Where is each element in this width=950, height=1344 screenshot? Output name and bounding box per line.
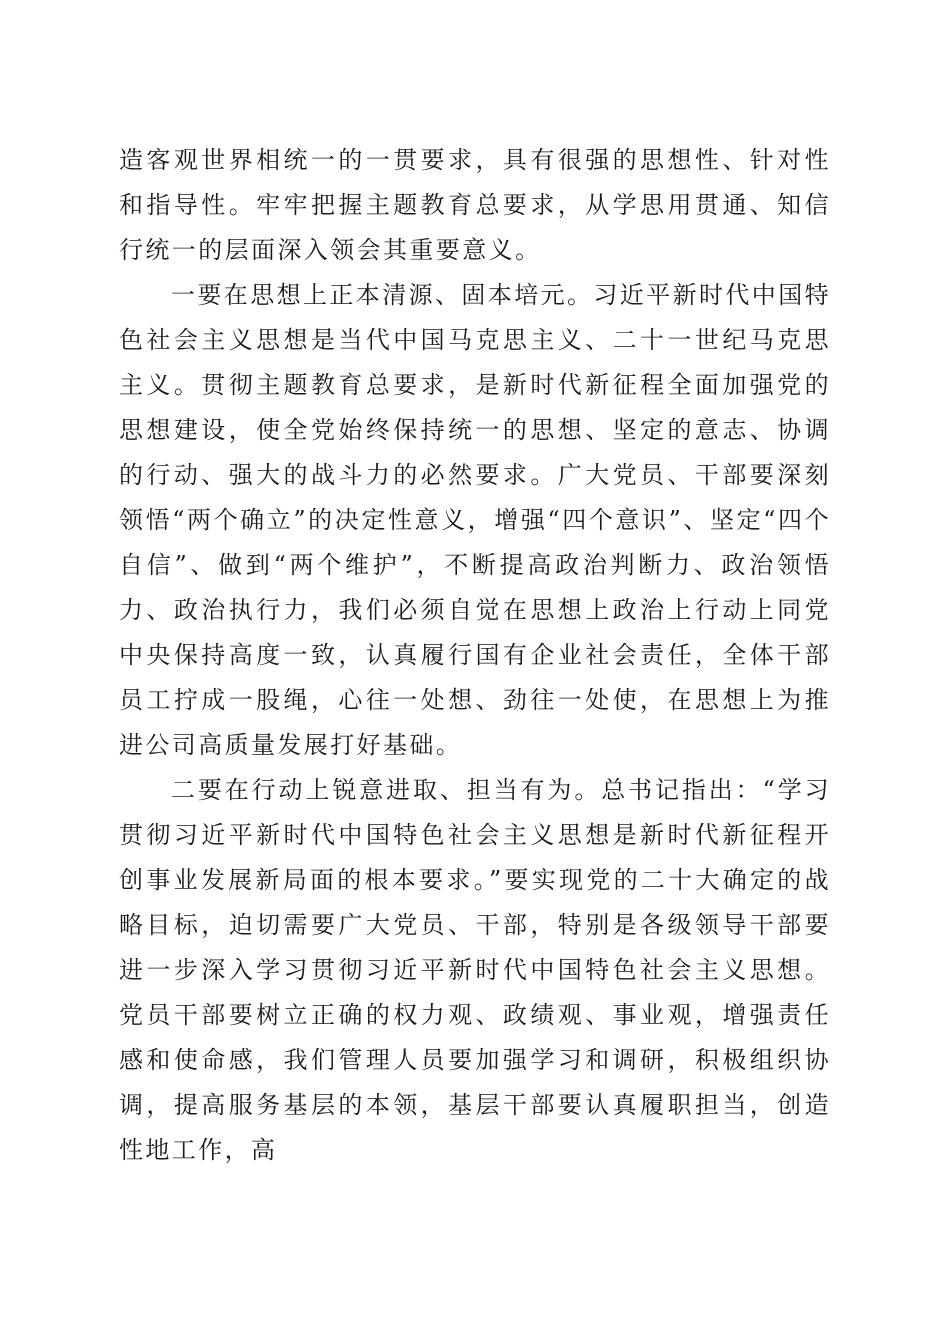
paragraph-action: 二要在行动上锐意进取、担当有为。总书记指出：“学习贯彻习近平新时代中国特色社会主义思想是新时代新征程开创事业发展新局面的根本要求。”要实现党的二十大确定的战略目标，迫切需要广大党员、干部，特别是各级领导干部要进一步深入学习贯彻习近平新时代中国特色社会主义思想。党员干部要树立正确的权力观、政绩观、事业观，增强责任感和使命感，我们管理人员要加强学习和调研，积极组织协调，提高服务基层的本领，基层干部要认真履职担当，创造性地工作，高 — [119, 776, 831, 1164]
paragraph-continuation: 造客观世界相统一的一贯要求，具有很强的思想性、针对性和指导性。牢牢把握主题教育总要求，从学思用贯通、知信行统一的层面深入领会其重要意义。 — [119, 146, 831, 264]
document-body — [119, 138, 831, 1173]
paragraph-ideology: 一要在思想上正本清源、固本培元。习近平新时代中国特色社会主义思想是当代中国马克思主义、二十一世纪马克思主义。贯彻主题教育总要求，是新时代新征程全面加强党的思想建设，使全党始终保持统一的思想、坚定的意志、协调的行动、强大的战斗力的必然要求。广大党员、干部要深刻领悟“两个确立”的决定性意义，增强“四个意识”、坚定“四个自信”、做到“两个维护”，不断提高政治判断力、政治领悟力、政治执行力，我们必须自觉在思想上政治上行动上同党中央保持高度一致，认真履行国有企业社会责任，全体干部员工拧成一股绳，心往一处想、劲往一处使，在思想上为推进公司高质量发展打好基础。 — [119, 281, 831, 759]
